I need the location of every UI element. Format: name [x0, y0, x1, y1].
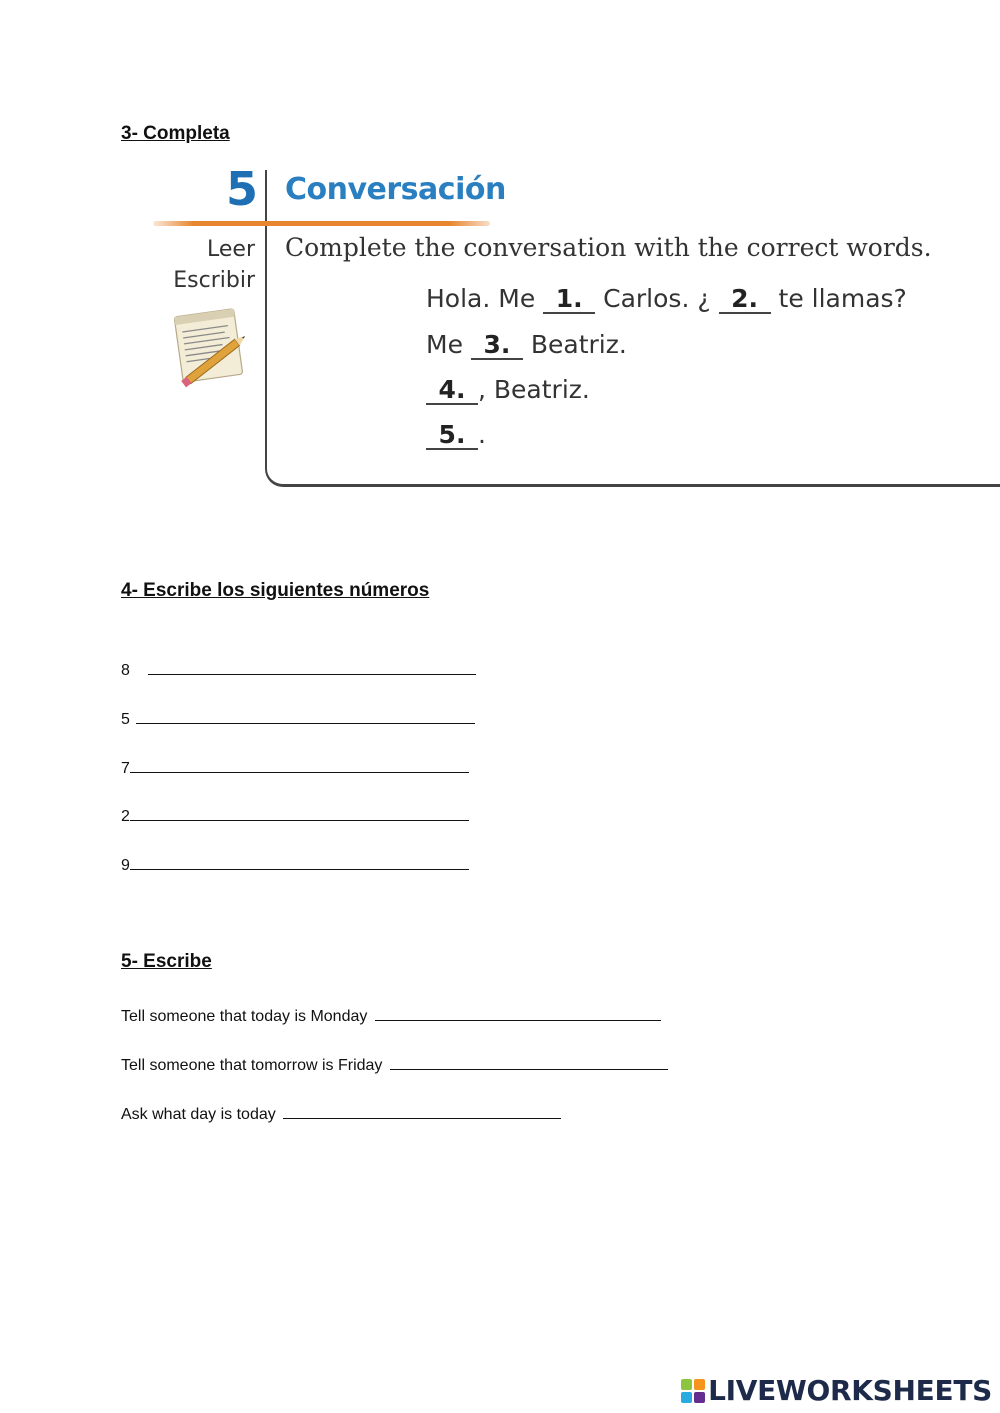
prompt-text: Ask what day is today — [121, 1106, 276, 1123]
skill-label-write: Escribir — [173, 268, 255, 293]
exercise-instruction: Complete the conversation with the correct words. — [285, 233, 932, 262]
number-label: 7 — [121, 760, 130, 777]
logo-squares-icon — [681, 1379, 705, 1403]
logo-square — [681, 1392, 692, 1403]
number-row-7 — [121, 755, 469, 778]
number-label: 8 — [121, 662, 130, 679]
number-answer-line-5[interactable] — [130, 852, 469, 870]
number-answer-line-1[interactable] — [148, 657, 476, 675]
number-answer-line-2[interactable] — [136, 706, 475, 724]
number-row-2 — [121, 803, 469, 826]
orange-divider — [153, 221, 490, 226]
number-row-8 — [121, 657, 476, 680]
dialogue-text: . — [478, 420, 486, 449]
prompt-answer-line-1[interactable] — [375, 1003, 661, 1021]
answer-blank-1[interactable]: 1. — [543, 286, 595, 314]
number-row-5 — [121, 706, 475, 729]
number-label: 5 — [121, 711, 130, 728]
dialogue-text: , Beatriz. — [478, 375, 590, 404]
exercise-number: 5 — [226, 162, 259, 216]
answer-blank-2[interactable]: 2. — [719, 286, 771, 314]
dialogue-text: te llamas? — [778, 284, 907, 313]
prompt-row-3 — [121, 1101, 561, 1124]
number-answer-line-3[interactable] — [130, 755, 469, 773]
dialogue-text: Beatriz. — [530, 330, 627, 359]
brand-name: LIVEWORKSHEETS — [708, 1374, 992, 1407]
prompt-row-2 — [121, 1052, 668, 1075]
dialogue-text: Carlos. ¿ — [603, 284, 711, 313]
section-3-heading: 3- Completa — [121, 123, 230, 144]
answer-blank-4[interactable]: 4. — [426, 377, 478, 405]
answer-blank-5[interactable]: 5. — [426, 422, 478, 450]
section-5-heading: 5- Escribe — [121, 951, 212, 972]
exercise-frame — [265, 170, 1000, 487]
skill-label-read: Leer — [207, 237, 255, 262]
dialogue-text: Hola. Me — [426, 284, 536, 313]
number-answer-line-4[interactable] — [130, 803, 469, 821]
logo-square — [694, 1392, 705, 1403]
prompt-text: Tell someone that tomorrow is Friday — [121, 1057, 383, 1074]
logo-square — [681, 1379, 692, 1390]
prompt-row-1 — [121, 1003, 661, 1026]
exercise-title: Conversación — [285, 172, 506, 207]
notepad-pencil-icon — [172, 302, 254, 388]
section-4-heading: 4- Escribe los siguientes números — [121, 580, 430, 601]
number-row-9 — [121, 852, 469, 875]
dialogue-text: Me — [426, 330, 463, 359]
liveworksheets-logo[interactable] — [681, 1374, 992, 1407]
number-label: 2 — [121, 808, 130, 825]
prompt-answer-line-2[interactable] — [390, 1052, 668, 1070]
prompt-text: Tell someone that today is Monday — [121, 1008, 368, 1025]
logo-square — [694, 1379, 705, 1390]
prompt-answer-line-3[interactable] — [283, 1101, 561, 1119]
answer-blank-3[interactable]: 3. — [471, 332, 523, 360]
number-label: 9 — [121, 857, 130, 874]
